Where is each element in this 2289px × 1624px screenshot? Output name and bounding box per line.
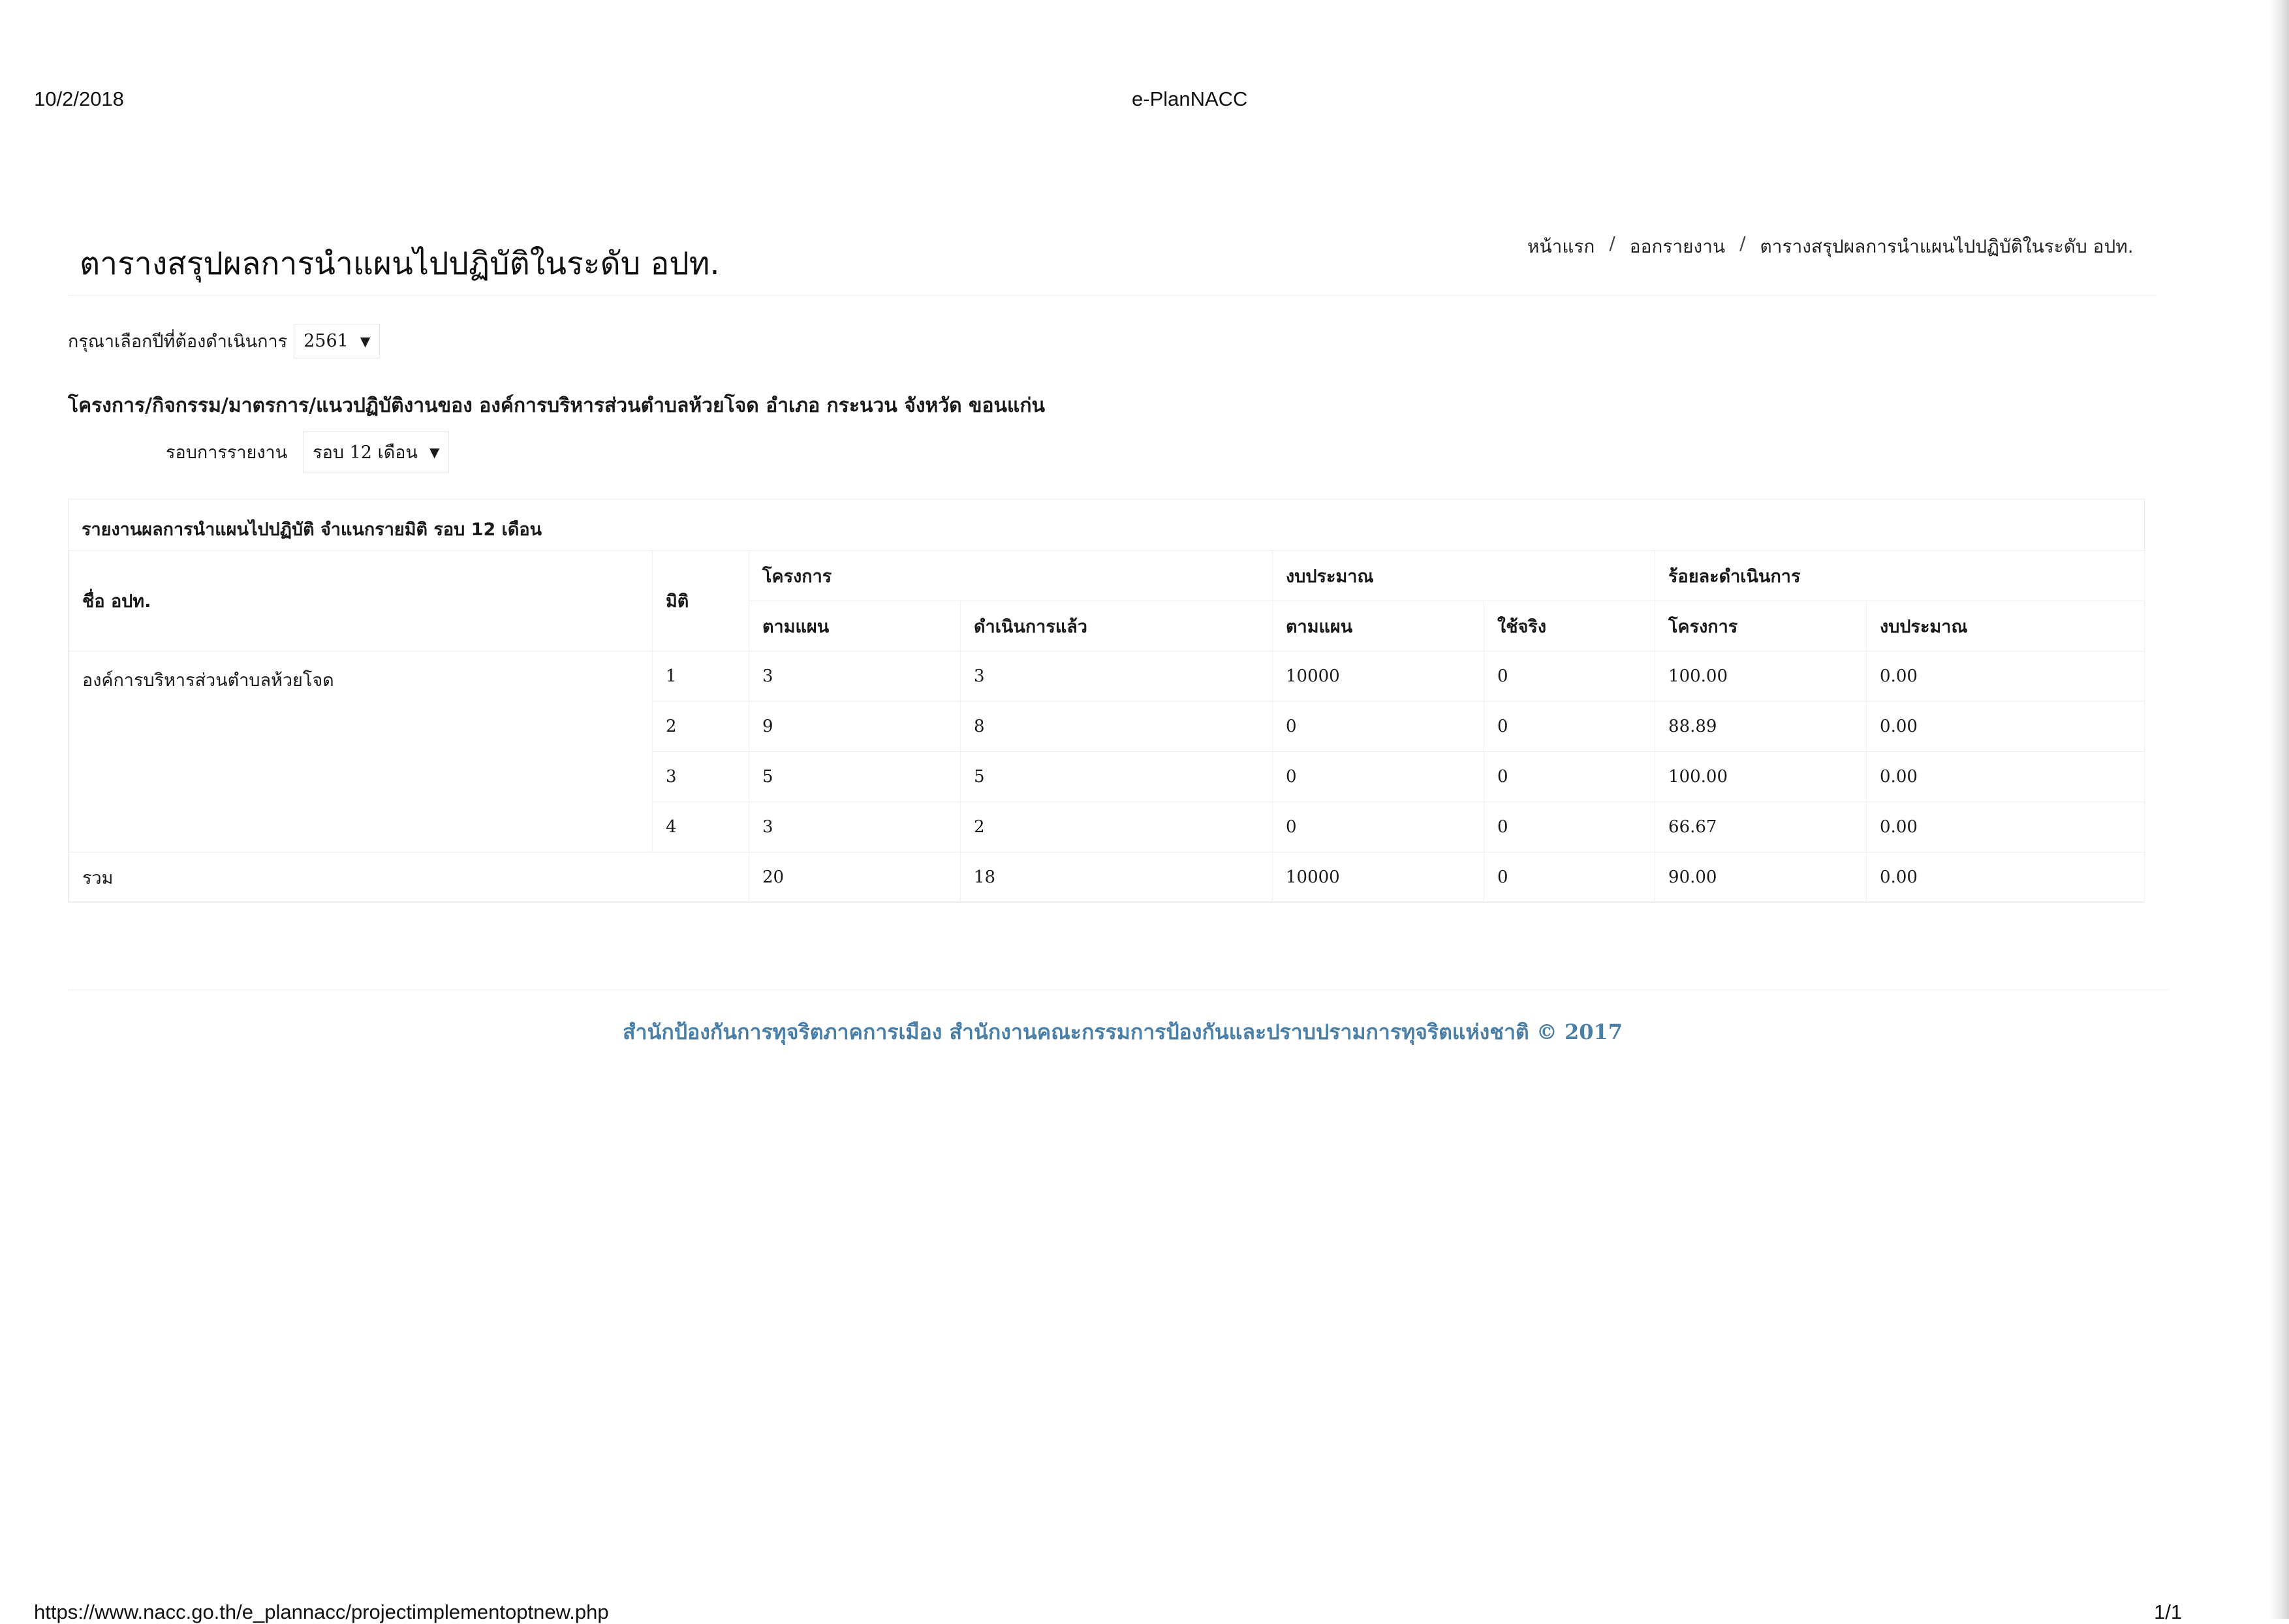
dropdown-arrow-icon: ▼ — [429, 444, 440, 460]
breadcrumb-separator: / — [1609, 232, 1615, 254]
divider — [68, 295, 2157, 296]
projects-planned-cell: 3 — [749, 651, 961, 702]
col-header-percent-projects: โครงการ — [1655, 601, 1867, 651]
budget-planned-cell: 10000 — [1273, 651, 1484, 702]
org-heading: โครงการ/กิจกรรม/มาตรการ/แนวปฏิบัติงานของ องค์การบริหารส่วนตำบลห้วยโจด อำเภอ กระนวน จังหวัด ขอนแก่น — [68, 394, 1046, 417]
report-title: รายงานผลการนำแผนไปปฏิบัติ จำแนกรายมิติ รอบ 12 เดือน — [82, 520, 542, 540]
projects-done-cell: 8 — [961, 702, 1273, 752]
table-total-row — [69, 852, 2145, 903]
total-label-cell: รวม — [69, 852, 749, 903]
col-header-budget-used: ใช้จริง — [1484, 601, 1655, 651]
total-budget-planned-cell: 10000 — [1273, 852, 1484, 903]
col-header-org-name: ชื่อ อปท. — [69, 551, 653, 651]
round-filter-label: รอบการรายงาน — [166, 443, 288, 463]
percent-projects-cell: 88.89 — [1655, 702, 1867, 752]
projects-planned-cell: 5 — [749, 752, 961, 802]
col-header-budget-planned: ตามแผน — [1273, 601, 1484, 651]
breadcrumb-home-link[interactable]: หน้าแรก — [1527, 236, 1595, 257]
year-select-value: 2561 — [304, 331, 349, 351]
print-header — [0, 87, 2245, 114]
dimension-cell: 3 — [653, 752, 749, 802]
col-header-percent: ร้อยละดำเนินการ — [1655, 551, 2145, 601]
col-header-budget: งบประมาณ — [1273, 551, 1655, 601]
round-select[interactable] — [303, 431, 449, 473]
year-filter — [68, 324, 380, 358]
breadcrumb — [1527, 232, 2134, 261]
report-panel — [68, 499, 2145, 902]
year-select[interactable] — [294, 324, 380, 358]
percent-projects-cell: 100.00 — [1655, 752, 1867, 802]
breadcrumb-current: ตารางสรุปผลการนำแผนไปปฏิบัติในระดับ อปท. — [1760, 236, 2134, 257]
print-date: 10/2/2018 — [34, 87, 124, 110]
dropdown-arrow-icon: ▼ — [360, 333, 371, 349]
table-row — [69, 651, 2145, 702]
total-percent-budget-cell: 0.00 — [1867, 852, 2145, 903]
print-title: e-PlanNACC — [1132, 87, 1248, 110]
breadcrumb-separator: / — [1739, 232, 1746, 254]
total-percent-projects-cell: 90.00 — [1655, 852, 1867, 903]
projects-planned-cell: 9 — [749, 702, 961, 752]
page-title: ตารางสรุปผลการนำแผนไปปฏิบัติในระดับ อปท. — [80, 245, 720, 282]
percent-budget-cell: 0.00 — [1867, 651, 2145, 702]
budget-used-cell: 0 — [1484, 702, 1655, 752]
total-budget-used-cell: 0 — [1484, 852, 1655, 903]
report-table — [69, 550, 2145, 903]
budget-used-cell: 0 — [1484, 752, 1655, 802]
budget-planned-cell: 0 — [1273, 702, 1484, 752]
col-header-projects: โครงการ — [749, 551, 1273, 601]
projects-done-cell: 2 — [961, 802, 1273, 852]
table-header-row — [69, 551, 2145, 601]
round-filter — [166, 431, 449, 473]
col-header-dimension: มิติ — [653, 551, 749, 651]
total-projects-planned-cell: 20 — [749, 852, 961, 903]
percent-budget-cell: 0.00 — [1867, 752, 2145, 802]
year-filter-label: กรุณาเลือกปีที่ต้องดำเนินการ — [68, 332, 288, 352]
budget-used-cell: 0 — [1484, 802, 1655, 852]
site-footer: สำนักป้องกันการทุจริตภาคการเมือง สำนักงานคณะกรรมการป้องกันและปราบปรามการทุจริตแห่งชาติ © 2017 — [622, 1020, 1623, 1044]
org-name-cell: องค์การบริหารส่วนตำบลห้วยโจด — [69, 651, 653, 852]
projects-done-cell: 3 — [961, 651, 1273, 702]
percent-projects-cell: 66.67 — [1655, 802, 1867, 852]
page-edge-shadow — [2269, 0, 2289, 1619]
percent-budget-cell: 0.00 — [1867, 702, 2145, 752]
dimension-cell: 2 — [653, 702, 749, 752]
col-header-percent-budget: งบประมาณ — [1867, 601, 2145, 651]
projects-done-cell: 5 — [961, 752, 1273, 802]
percent-budget-cell: 0.00 — [1867, 802, 2145, 852]
col-header-projects-done: ดำเนินการแล้ว — [961, 601, 1273, 651]
percent-projects-cell: 100.00 — [1655, 651, 1867, 702]
print-page-number: 1/1 — [2154, 1601, 2183, 1623]
round-select-value: รอบ 12 เดือน — [313, 443, 418, 463]
budget-used-cell: 0 — [1484, 651, 1655, 702]
dimension-cell: 1 — [653, 651, 749, 702]
projects-planned-cell: 3 — [749, 802, 961, 852]
budget-planned-cell: 0 — [1273, 752, 1484, 802]
dimension-cell: 4 — [653, 802, 749, 852]
total-projects-done-cell: 18 — [961, 852, 1273, 903]
budget-planned-cell: 0 — [1273, 802, 1484, 852]
breadcrumb-reports-link[interactable]: ออกรายงาน — [1629, 236, 1726, 257]
col-header-projects-planned: ตามแผน — [749, 601, 961, 651]
print-url: https://www.nacc.go.th/e_plannacc/projectimplementoptnew.php — [34, 1601, 609, 1623]
